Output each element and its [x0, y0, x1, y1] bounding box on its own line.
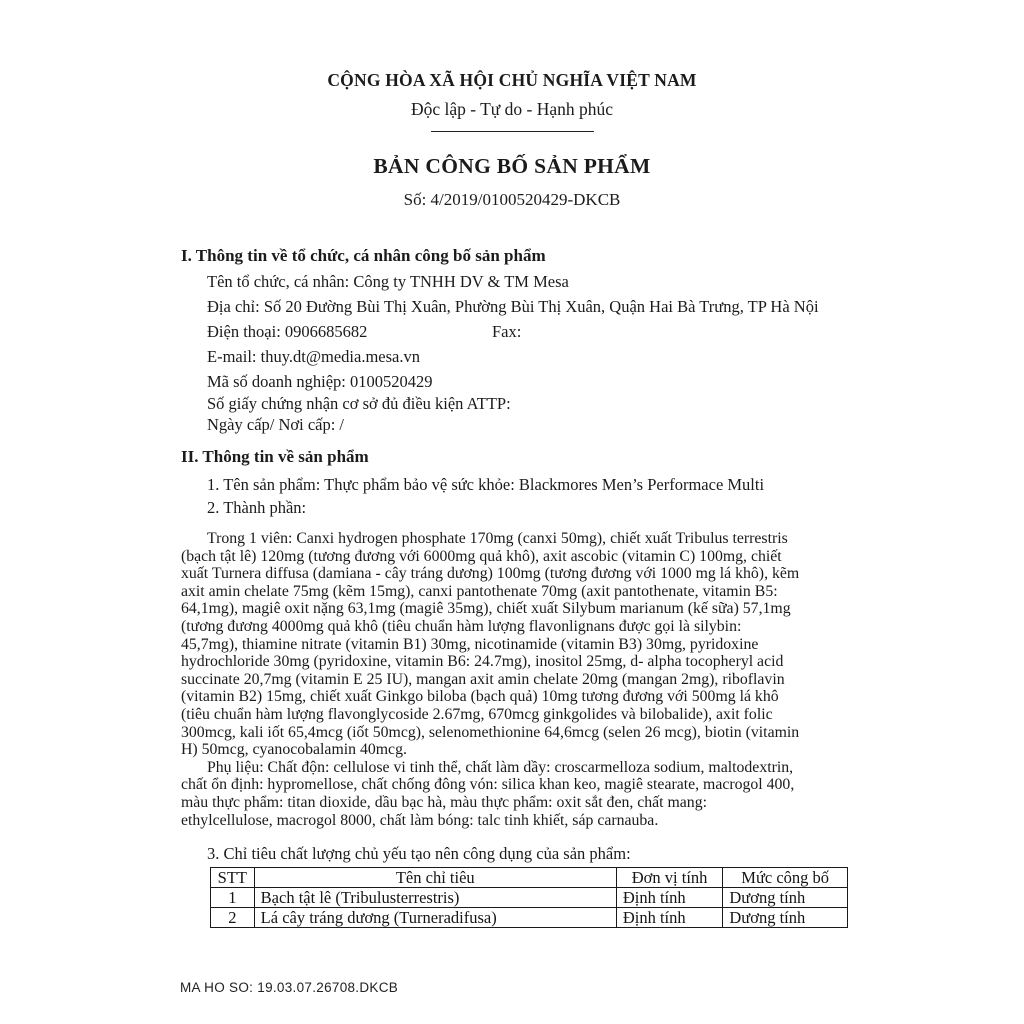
- table-row: [211, 908, 848, 928]
- ingredients-line: (tương đương 4000mg quả khô (tiêu chuẩn hàm lượng flavonlignans được gọi là silybin:: [181, 617, 742, 635]
- table-header-row: [211, 868, 848, 888]
- document-number: Số: 4/2019/0100520429-DKCB: [403, 190, 621, 209]
- ingredients-line: (vitamin B2) 15mg, chiết xuất Ginkgo biloba (bạch quả) 10mg tương đương với 500mg lá khô: [181, 688, 779, 706]
- document-body: [181, 246, 849, 928]
- national-motto: Độc lập - Tự do - Hạnh phúc: [410, 99, 614, 119]
- national-title: CỘNG HÒA XÃ HỘI CHỦ NGHĨA VIỆT NAM: [327, 70, 697, 90]
- ingredients-line: 64,1mg), magiê oxit nặng 63,1mg (magiê 35mg), chiết xuất Silybum marianum (kế sữa) 57,1mg: [181, 600, 791, 618]
- row-stt: 2: [211, 908, 255, 928]
- file-code: MA HO SO: 19.03.07.26708.DKCB: [180, 980, 399, 995]
- email-line: E-mail: thuy.dt@media.mesa.vn: [207, 347, 420, 366]
- document-title: BẢN CÔNG BỐ SẢN PHẨM: [373, 154, 651, 178]
- quality-criteria-table: [210, 867, 848, 928]
- phone-value: Điện thoại: 0906685682: [207, 322, 368, 341]
- section-2-heading: II. Thông tin về sản phẩm: [181, 447, 369, 466]
- fax-label: Fax:: [492, 322, 522, 341]
- row-unit: Định tính: [616, 908, 723, 928]
- excipients-paragraph: [181, 759, 849, 829]
- ingredients-line: (bạch tật lê) 120mg (tương đương với 6000mg quả khô), axit ascobic (vitamin C) 100mg, chiết: [181, 547, 782, 565]
- row-declared-level: Dương tính: [723, 908, 848, 928]
- ingredients-line: xuất Turnera diffusa (damiana - cây tráng dương) 100mg (tương đương với 1000 mg lá khô), kẽm: [181, 565, 800, 583]
- row-unit: Định tính: [616, 888, 723, 908]
- ingredients-line: axit amin chelate 75mg (kẽm 15mg), canxi pantothenate 70mg (axit pantothenate, vitamin B5:: [181, 582, 778, 600]
- excipients-line: ethylcellulose, macrogol 8000, chất làm bóng: talc tinh khiết, sáp carnauba.: [181, 811, 659, 829]
- product-name-line: 1. Tên sản phẩm: Thực phẩm bảo vệ sức khỏe: Blackmores Men’s Performace Multi: [207, 475, 765, 494]
- excipients-line: màu thực phẩm: titan dioxide, dầu bạc hà, màu thực phẩm: oxit sắt đen, chất mang:: [181, 793, 707, 811]
- ingredients-line: H) 50mcg, cyanocobalamin 40mcg.: [181, 741, 407, 759]
- org-name-line: Tên tổ chức, cá nhân: Công ty TNHH DV & TM Mesa: [207, 272, 569, 291]
- ingredients-line: Trong 1 viên: Canxi hydrogen phosphate 170mg (canxi 50mg), chiết xuất Tribulus terrestris: [207, 530, 788, 547]
- header-cell-unit: Đơn vị tính: [616, 868, 723, 888]
- business-code-line: Mã số doanh nghiệp: 0100520429: [207, 372, 433, 391]
- document-header: [0, 0, 1024, 210]
- ingredients-paragraph: [181, 530, 849, 759]
- attp-certificate-line: Số giấy chứng nhận cơ sở đủ điều kiện ATTP:: [207, 394, 511, 413]
- row-criterion-name: Bạch tật lê (Tribulusterrestris): [254, 888, 616, 908]
- ingredients-line: 45,7mg), thiamine nitrate (vitamin B1) 30mg, nicotinamide (vitamin B3) 30mg, pyridoxine: [181, 635, 759, 653]
- ingredients-line: (tiêu chuẩn hàm lượng flavonglycoside 2.67mg, 670mcg ginkgolides và bilobalide), axit folic: [181, 705, 773, 723]
- row-criterion-name: Lá cây tráng dương (Turneradifusa): [254, 908, 616, 928]
- separator-line: [431, 131, 594, 132]
- header-cell-stt: STT: [211, 868, 255, 888]
- header-cell-level: Mức công bố: [723, 868, 848, 888]
- quality-heading-line: 3. Chỉ tiêu chất lượng chủ yếu tạo nên công dụng của sản phẩm:: [207, 844, 631, 864]
- address-line: Địa chỉ: Số 20 Đường Bùi Thị Xuân, Phường Bùi Thị Xuân, Quận Hai Bà Trưng, TP Hà Nội: [207, 297, 819, 316]
- phone-fax-line: [181, 322, 849, 342]
- table-row: [211, 888, 848, 908]
- ingredients-line: 300mcg, kali iốt 65,4mcg (iốt 50mcg), selenomethionine 64,6mcg (selen 26 mcg), biotin (vitamin: [181, 723, 800, 741]
- excipients-line: Phụ liệu: Chất độn: cellulose vi tinh thể, chất làm dầy: croscarmelloza sodium, maltodextrin,: [207, 758, 794, 776]
- header-cell-name: Tên chỉ tiêu: [254, 868, 616, 888]
- row-declared-level: Dương tính: [723, 888, 848, 908]
- issue-date-place-line: Ngày cấp/ Nơi cấp: /: [207, 415, 345, 434]
- composition-heading-line: 2. Thành phần:: [207, 498, 307, 517]
- ingredients-line: hydrochloride 30mg (pyridoxine, vitamin B6: 24.7mg), inositol 25mg, d- alpha tocopheryl acid: [181, 653, 784, 671]
- excipients-line: chất ổn định: hypromellose, chất chống đông vón: silica khan keo, magiê stearate, macrogol 400,: [181, 776, 795, 794]
- row-stt: 1: [211, 888, 255, 908]
- ingredients-line: succinate 20,7mg (vitamin E 25 IU), mangan axit amin chelate 20mg (mangan 2mg), riboflavin: [181, 670, 785, 688]
- section-1-heading: I. Thông tin về tổ chức, cá nhân công bố sản phẩm: [181, 246, 546, 265]
